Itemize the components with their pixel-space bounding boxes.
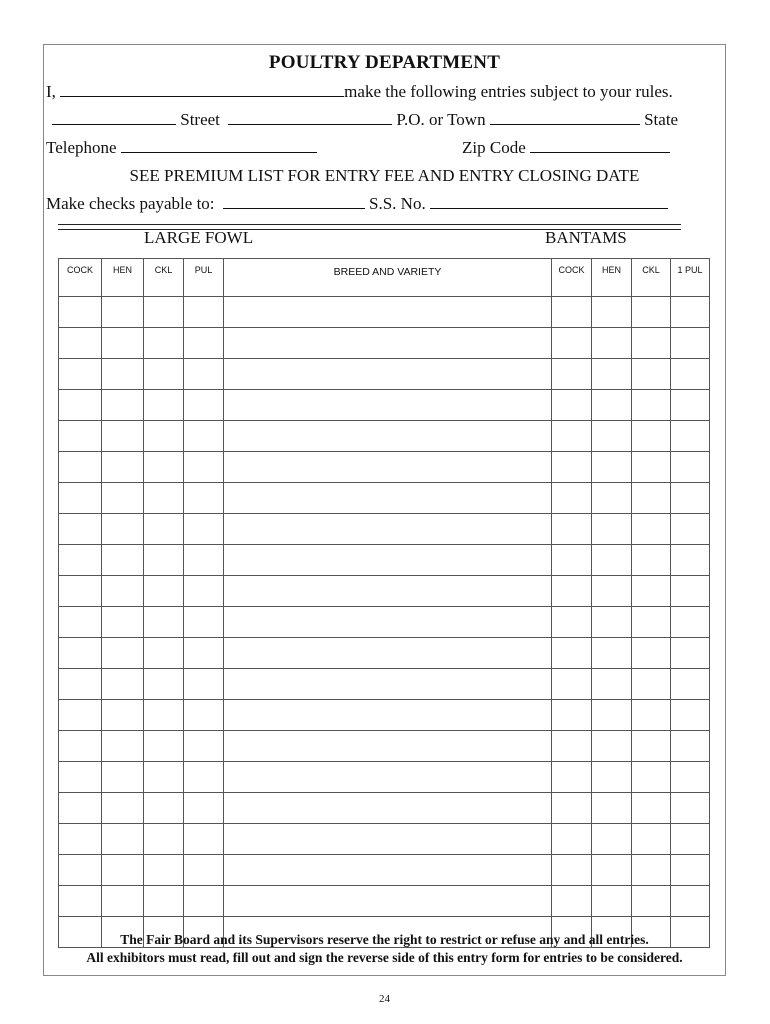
- entry-cell[interactable]: [632, 514, 671, 545]
- entry-cell[interactable]: [671, 452, 710, 483]
- entry-cell[interactable]: [671, 731, 710, 762]
- entry-cell[interactable]: [102, 421, 144, 452]
- ss-label: S.S. No.: [369, 194, 426, 213]
- entry-cell[interactable]: [632, 855, 671, 886]
- entry-cell[interactable]: [632, 390, 671, 421]
- entry-cell[interactable]: [184, 886, 224, 917]
- entry-cell[interactable]: [59, 359, 102, 390]
- entry-cell[interactable]: [184, 359, 224, 390]
- entry-cell[interactable]: [592, 514, 632, 545]
- entry-cell[interactable]: [102, 607, 144, 638]
- entry-cell[interactable]: [632, 576, 671, 607]
- entry-cell[interactable]: [671, 824, 710, 855]
- entry-cell[interactable]: [224, 793, 552, 824]
- footer-reverse-side-notice: All exhibitors must read, fill out and sign the reverse side of this entry form for entries to be considered.: [86, 950, 683, 965]
- entry-cell[interactable]: [552, 514, 592, 545]
- zip-field[interactable]: [530, 138, 670, 153]
- entry-cell[interactable]: [632, 328, 671, 359]
- entry-cell[interactable]: [144, 793, 184, 824]
- entry-cell[interactable]: [224, 359, 552, 390]
- entry-cell[interactable]: [184, 483, 224, 514]
- entry-cell[interactable]: [592, 576, 632, 607]
- entry-cell[interactable]: [552, 824, 592, 855]
- entry-table: [58, 258, 710, 948]
- table-row: [59, 421, 710, 452]
- entry-cell[interactable]: [59, 731, 102, 762]
- entry-cell[interactable]: [671, 297, 710, 328]
- entry-cell[interactable]: [632, 297, 671, 328]
- entry-cell[interactable]: [671, 328, 710, 359]
- entry-cell[interactable]: [102, 514, 144, 545]
- entry-cell[interactable]: [552, 855, 592, 886]
- entry-cell[interactable]: [59, 638, 102, 669]
- entry-cell[interactable]: [224, 452, 552, 483]
- table-row: [59, 855, 710, 886]
- entry-cell[interactable]: [552, 359, 592, 390]
- state-label: State: [644, 110, 679, 129]
- entry-cell[interactable]: [592, 731, 632, 762]
- entry-cell[interactable]: [144, 855, 184, 886]
- entry-cell[interactable]: [144, 607, 184, 638]
- table-header-row: [59, 259, 710, 297]
- entry-cell[interactable]: [671, 793, 710, 824]
- entry-cell[interactable]: [632, 421, 671, 452]
- telephone-label: Telephone: [46, 138, 117, 157]
- entry-cell[interactable]: [224, 297, 552, 328]
- entry-cell[interactable]: [552, 452, 592, 483]
- entry-cell[interactable]: [224, 886, 552, 917]
- entry-cell[interactable]: [144, 452, 184, 483]
- entry-cell[interactable]: [632, 824, 671, 855]
- entry-cell[interactable]: [59, 390, 102, 421]
- entry-cell[interactable]: [184, 514, 224, 545]
- entry-cell[interactable]: [144, 297, 184, 328]
- entry-cell[interactable]: [592, 359, 632, 390]
- entry-cell[interactable]: [102, 297, 144, 328]
- entry-cell[interactable]: [224, 390, 552, 421]
- table-row: [59, 545, 710, 576]
- entry-cell[interactable]: [552, 576, 592, 607]
- entry-cell[interactable]: [592, 421, 632, 452]
- entry-cell[interactable]: [552, 328, 592, 359]
- entry-cell[interactable]: [102, 576, 144, 607]
- entry-cell[interactable]: [592, 638, 632, 669]
- entry-cell[interactable]: [224, 762, 552, 793]
- entry-cell[interactable]: [632, 545, 671, 576]
- table-row: [59, 700, 710, 731]
- entry-cell[interactable]: [224, 483, 552, 514]
- entry-cell[interactable]: [184, 700, 224, 731]
- checks-line: [46, 194, 668, 214]
- entry-cell[interactable]: [184, 421, 224, 452]
- entry-cell[interactable]: [102, 700, 144, 731]
- entry-cell[interactable]: [184, 762, 224, 793]
- table-row: [59, 297, 710, 328]
- entry-cell[interactable]: [632, 762, 671, 793]
- entry-cell[interactable]: [184, 390, 224, 421]
- checks-payable-field[interactable]: [223, 194, 365, 209]
- entry-cell[interactable]: [592, 824, 632, 855]
- entry-cell[interactable]: [144, 731, 184, 762]
- entry-cell[interactable]: [144, 762, 184, 793]
- entry-cell[interactable]: [592, 328, 632, 359]
- entry-cell[interactable]: [224, 328, 552, 359]
- zip-label: Zip Code: [462, 138, 526, 157]
- entry-cell[interactable]: [102, 359, 144, 390]
- entry-cell[interactable]: [552, 731, 592, 762]
- table-row: [59, 638, 710, 669]
- entry-cell[interactable]: [184, 793, 224, 824]
- entry-cell[interactable]: [144, 824, 184, 855]
- entry-cell[interactable]: [592, 483, 632, 514]
- entry-cell[interactable]: [59, 328, 102, 359]
- footer-restriction-notice: The Fair Board and its Supervisors reserve the right to restrict or refuse any and all entries.: [120, 932, 649, 947]
- entry-cell[interactable]: [224, 700, 552, 731]
- entry-cell[interactable]: [102, 390, 144, 421]
- entry-cell[interactable]: [59, 886, 102, 917]
- entry-cell[interactable]: [184, 452, 224, 483]
- entry-cell[interactable]: [184, 545, 224, 576]
- entry-cell[interactable]: [632, 483, 671, 514]
- entry-cell[interactable]: [552, 700, 592, 731]
- entry-cell[interactable]: [671, 638, 710, 669]
- entry-cell[interactable]: [224, 669, 552, 700]
- entry-cell[interactable]: [184, 731, 224, 762]
- entry-cell[interactable]: [552, 762, 592, 793]
- table-row: [59, 452, 710, 483]
- entry-cell[interactable]: [671, 483, 710, 514]
- table-row: [59, 359, 710, 390]
- entry-cell[interactable]: [632, 359, 671, 390]
- po-town-field[interactable]: [228, 110, 392, 125]
- table-row: [59, 731, 710, 762]
- telephone-line: [46, 138, 317, 158]
- entry-cell[interactable]: [632, 669, 671, 700]
- table-row: [59, 669, 710, 700]
- col-header-bantam-hen: HEN: [592, 259, 632, 297]
- table-row: [59, 886, 710, 917]
- entry-cell[interactable]: [102, 824, 144, 855]
- name-field[interactable]: [60, 82, 344, 97]
- entry-cell[interactable]: [224, 638, 552, 669]
- checks-label: Make checks payable to:: [46, 194, 215, 213]
- name-prefix: I,: [46, 82, 56, 101]
- entry-cell[interactable]: [102, 762, 144, 793]
- entry-cell[interactable]: [592, 855, 632, 886]
- entry-cell[interactable]: [552, 607, 592, 638]
- entry-cell[interactable]: [184, 638, 224, 669]
- entry-cell[interactable]: [632, 607, 671, 638]
- telephone-field[interactable]: [121, 138, 317, 153]
- col-header-large-hen: HEN: [102, 259, 144, 297]
- entry-cell[interactable]: [184, 328, 224, 359]
- entry-cell[interactable]: [144, 700, 184, 731]
- entry-cell[interactable]: [59, 545, 102, 576]
- po-town-label: P.O. or Town: [396, 110, 486, 129]
- entry-cell[interactable]: [552, 638, 592, 669]
- entry-cell[interactable]: [671, 886, 710, 917]
- entry-cell[interactable]: [102, 669, 144, 700]
- entry-cell[interactable]: [592, 545, 632, 576]
- entry-cell[interactable]: [671, 855, 710, 886]
- entry-cell[interactable]: [59, 421, 102, 452]
- entry-cell[interactable]: [552, 390, 592, 421]
- entry-cell[interactable]: [59, 607, 102, 638]
- entry-cell[interactable]: [552, 793, 592, 824]
- table-row: [59, 576, 710, 607]
- entry-cell[interactable]: [144, 483, 184, 514]
- entry-cell[interactable]: [671, 607, 710, 638]
- entry-cell[interactable]: [144, 669, 184, 700]
- entry-cell[interactable]: [144, 421, 184, 452]
- large-fowl-heading: LARGE FOWL: [144, 228, 254, 247]
- entry-cell[interactable]: [59, 297, 102, 328]
- entry-cell[interactable]: [632, 731, 671, 762]
- entry-cell[interactable]: [671, 359, 710, 390]
- table-row: [59, 607, 710, 638]
- entry-cell[interactable]: [59, 452, 102, 483]
- entry-cell[interactable]: [102, 483, 144, 514]
- entry-cell[interactable]: [59, 793, 102, 824]
- entry-cell[interactable]: [592, 700, 632, 731]
- entry-cell[interactable]: [671, 514, 710, 545]
- entry-cell[interactable]: [671, 669, 710, 700]
- entry-cell[interactable]: [552, 421, 592, 452]
- entry-cell[interactable]: [671, 700, 710, 731]
- table-row: [59, 762, 710, 793]
- entry-cell[interactable]: [224, 824, 552, 855]
- entry-cell[interactable]: [144, 390, 184, 421]
- entry-cell[interactable]: [59, 576, 102, 607]
- entry-cell[interactable]: [102, 731, 144, 762]
- entry-cell[interactable]: [224, 576, 552, 607]
- entry-cell[interactable]: [592, 886, 632, 917]
- entry-cell[interactable]: [592, 793, 632, 824]
- entry-cell[interactable]: [102, 886, 144, 917]
- entry-cell[interactable]: [184, 824, 224, 855]
- col-header-bantam-ckl: CKL: [632, 259, 671, 297]
- table-row: [59, 483, 710, 514]
- name-line: [46, 82, 673, 102]
- entry-cell[interactable]: [671, 421, 710, 452]
- entry-cell[interactable]: [592, 452, 632, 483]
- entry-cell[interactable]: [632, 793, 671, 824]
- entry-cell[interactable]: [59, 514, 102, 545]
- entry-cell[interactable]: [671, 545, 710, 576]
- col-header-large-ckl: CKL: [144, 259, 184, 297]
- entry-cell[interactable]: [592, 297, 632, 328]
- address-line: [52, 110, 678, 130]
- entry-cell[interactable]: [59, 483, 102, 514]
- entry-cell[interactable]: [552, 297, 592, 328]
- col-header-breed-variety: BREED AND VARIETY: [224, 259, 552, 297]
- entry-cell[interactable]: [224, 514, 552, 545]
- entry-cell[interactable]: [184, 855, 224, 886]
- entry-cell[interactable]: [224, 421, 552, 452]
- entry-cell[interactable]: [632, 700, 671, 731]
- entry-cell[interactable]: [184, 576, 224, 607]
- premium-notice: SEE PREMIUM LIST FOR ENTRY FEE AND ENTRY CLOSING DATE: [129, 166, 640, 185]
- entry-cell[interactable]: [592, 669, 632, 700]
- entry-cell[interactable]: [224, 545, 552, 576]
- name-suffix: make the following entries subject to your rules.: [344, 82, 673, 101]
- entry-cell[interactable]: [184, 607, 224, 638]
- entry-cell[interactable]: [102, 638, 144, 669]
- entry-cell[interactable]: [552, 886, 592, 917]
- table-row: [59, 793, 710, 824]
- entry-cell[interactable]: [552, 483, 592, 514]
- table-row: [59, 824, 710, 855]
- bantams-heading: BANTAMS: [545, 228, 627, 247]
- entry-table-body: [59, 297, 710, 948]
- entry-cell[interactable]: [592, 390, 632, 421]
- entry-cell[interactable]: [632, 452, 671, 483]
- entry-cell[interactable]: [671, 390, 710, 421]
- entry-cell[interactable]: [102, 855, 144, 886]
- entry-cell[interactable]: [224, 855, 552, 886]
- entry-cell[interactable]: [59, 669, 102, 700]
- ss-number-field[interactable]: [430, 194, 668, 209]
- entry-cell[interactable]: [144, 545, 184, 576]
- entry-cell[interactable]: [592, 762, 632, 793]
- entry-cell[interactable]: [671, 762, 710, 793]
- col-header-bantam-cock: COCK: [552, 259, 592, 297]
- state-field[interactable]: [490, 110, 640, 125]
- table-row: [59, 390, 710, 421]
- entry-cell[interactable]: [632, 638, 671, 669]
- entry-cell[interactable]: [144, 886, 184, 917]
- entry-cell[interactable]: [184, 669, 224, 700]
- entry-cell[interactable]: [144, 328, 184, 359]
- col-header-bantam-pul: 1 PUL: [671, 259, 710, 297]
- entry-cell[interactable]: [102, 793, 144, 824]
- street-label: Street: [180, 110, 220, 129]
- col-header-large-pul: PUL: [184, 259, 224, 297]
- entry-cell[interactable]: [144, 576, 184, 607]
- col-header-large-cock: COCK: [59, 259, 102, 297]
- entry-cell[interactable]: [102, 452, 144, 483]
- entry-cell[interactable]: [102, 545, 144, 576]
- street-field[interactable]: [52, 110, 176, 125]
- entry-cell[interactable]: [671, 576, 710, 607]
- table-row: [59, 328, 710, 359]
- entry-cell[interactable]: [59, 824, 102, 855]
- entry-cell[interactable]: [632, 886, 671, 917]
- entry-cell[interactable]: [184, 297, 224, 328]
- entry-cell[interactable]: [552, 545, 592, 576]
- zip-line: [462, 138, 670, 158]
- entry-cell[interactable]: [59, 700, 102, 731]
- entry-cell[interactable]: [552, 669, 592, 700]
- entry-cell[interactable]: [59, 855, 102, 886]
- table-row: [59, 514, 710, 545]
- entry-cell[interactable]: [102, 328, 144, 359]
- entry-cell[interactable]: [144, 514, 184, 545]
- entry-cell[interactable]: [224, 607, 552, 638]
- entry-cell[interactable]: [59, 762, 102, 793]
- entry-cell[interactable]: [144, 359, 184, 390]
- entry-cell[interactable]: [224, 731, 552, 762]
- page-number: 24: [379, 993, 390, 1005]
- entry-cell[interactable]: [592, 607, 632, 638]
- entry-cell[interactable]: [144, 638, 184, 669]
- page-title: POULTRY DEPARTMENT: [268, 52, 501, 73]
